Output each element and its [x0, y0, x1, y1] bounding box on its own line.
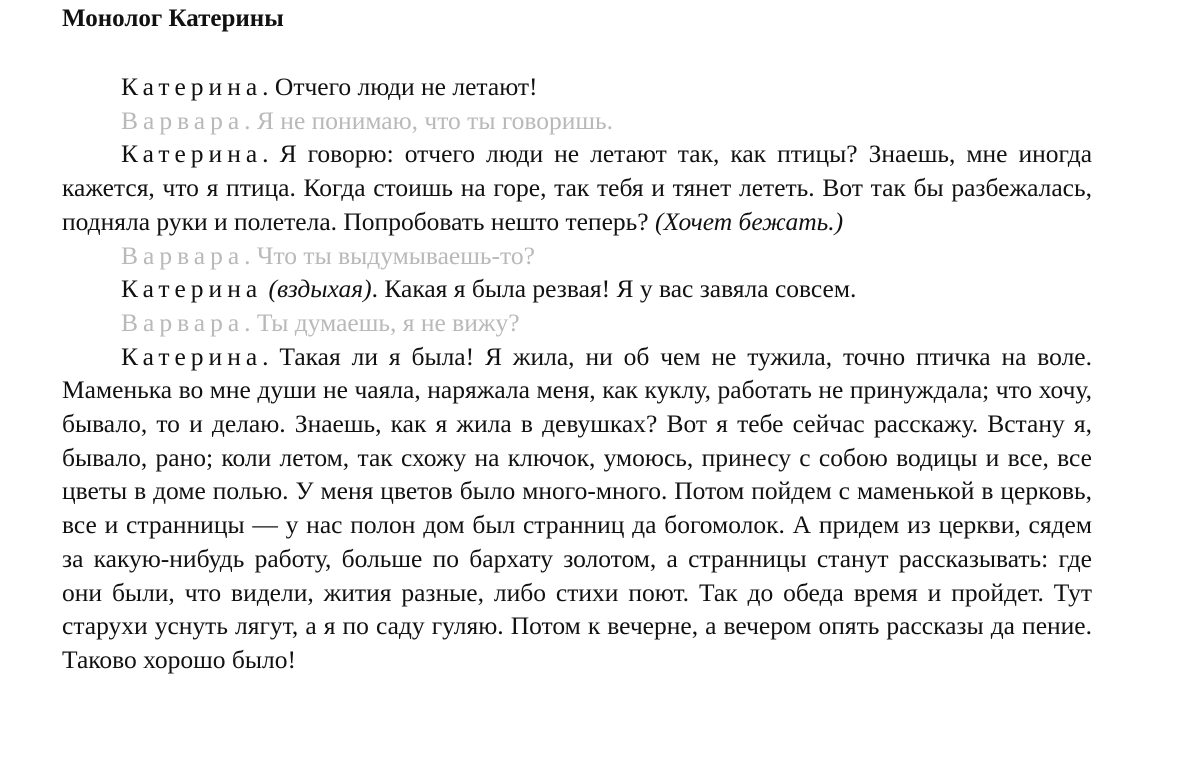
line-text: . Какая я была резвая! Я у вас завяла совсем.: [371, 274, 857, 304]
speaker-separator: .: [262, 139, 280, 169]
speaker-separator: .: [244, 307, 257, 337]
speaker-name: Варвара: [121, 105, 245, 135]
dialogue-line-katerina: [62, 137, 1092, 238]
speaker-name: Варвара: [121, 240, 245, 270]
speaker-name: Катерина: [121, 139, 263, 169]
line-text: Что ты выдумываешь-то?: [256, 240, 535, 270]
stage-direction: (Хочет бежать.): [654, 206, 844, 236]
speaker-name: Катерина: [121, 72, 263, 101]
speaker-separator: .: [262, 72, 275, 101]
document-title: Монолог Катерины: [62, 5, 284, 32]
dialogue-line-katerina: [62, 340, 1092, 677]
line-text: Отчего люди не летают!: [274, 72, 538, 101]
dialogue-line-katerina: [62, 272, 1092, 306]
speaker-name: Варвара: [121, 307, 245, 337]
line-text: Такая ли я была! Я жила, ни об чем не тужила, точно птичка на воле. Маменька во мне души не чаяла, наряжала меня, как куклу, работать не принуждала; что хочу, бывало, то и делаю. Знаешь, как я жила в девушках? Вот я тебе сейчас расскажу. Встану я, бывало, рано; коли летом, так схожу на ключок, умоюсь, принесу с собою водицы и все, все цветы в доме полью. У меня цветов было много-много. Потом пойдем с маменькой в церковь, все и странницы — у нас полон дом был странниц да богомолок. А придем из церкви, сядем за какую-нибудь работу, больше по бархату золотом, а странницы станут рассказывать: где они были, что видели, жития разные, либо стихи поют. Так до обеда время и пройдет. Тут старухи уснуть лягут, а я по саду гуляю. Потом к вечерне, а вечером опять рассказы да пение. Таково хорошо было!: [62, 341, 1093, 674]
line-text: Я не понимаю, что ты говоришь.: [256, 105, 614, 135]
line-text: Я говорю: отчего люди не летают так, как птицы? Знаешь, мне иногда кажется, что я птица. Когда стоишь на горе, так тебя и тянет лететь. Вот так бы разбежалась, подняла руки и полетела. Попробовать нешто теперь?: [62, 139, 1093, 236]
dialogue-line-varvara: [62, 306, 1092, 340]
line-text: Ты думаешь, я не вижу?: [256, 307, 520, 337]
speaker-separator: .: [262, 341, 280, 371]
dialogue-line-varvara: [62, 239, 1092, 273]
dialogue-line-katerina: [62, 70, 1092, 104]
speaker-separator: .: [244, 240, 257, 270]
speaker-name: Катерина: [121, 274, 263, 304]
speaker-separator: .: [244, 105, 257, 135]
dialogue-line-varvara: [62, 104, 1092, 138]
stage-direction: (вздыхая): [268, 274, 372, 304]
speaker-name: Катерина: [121, 341, 263, 371]
